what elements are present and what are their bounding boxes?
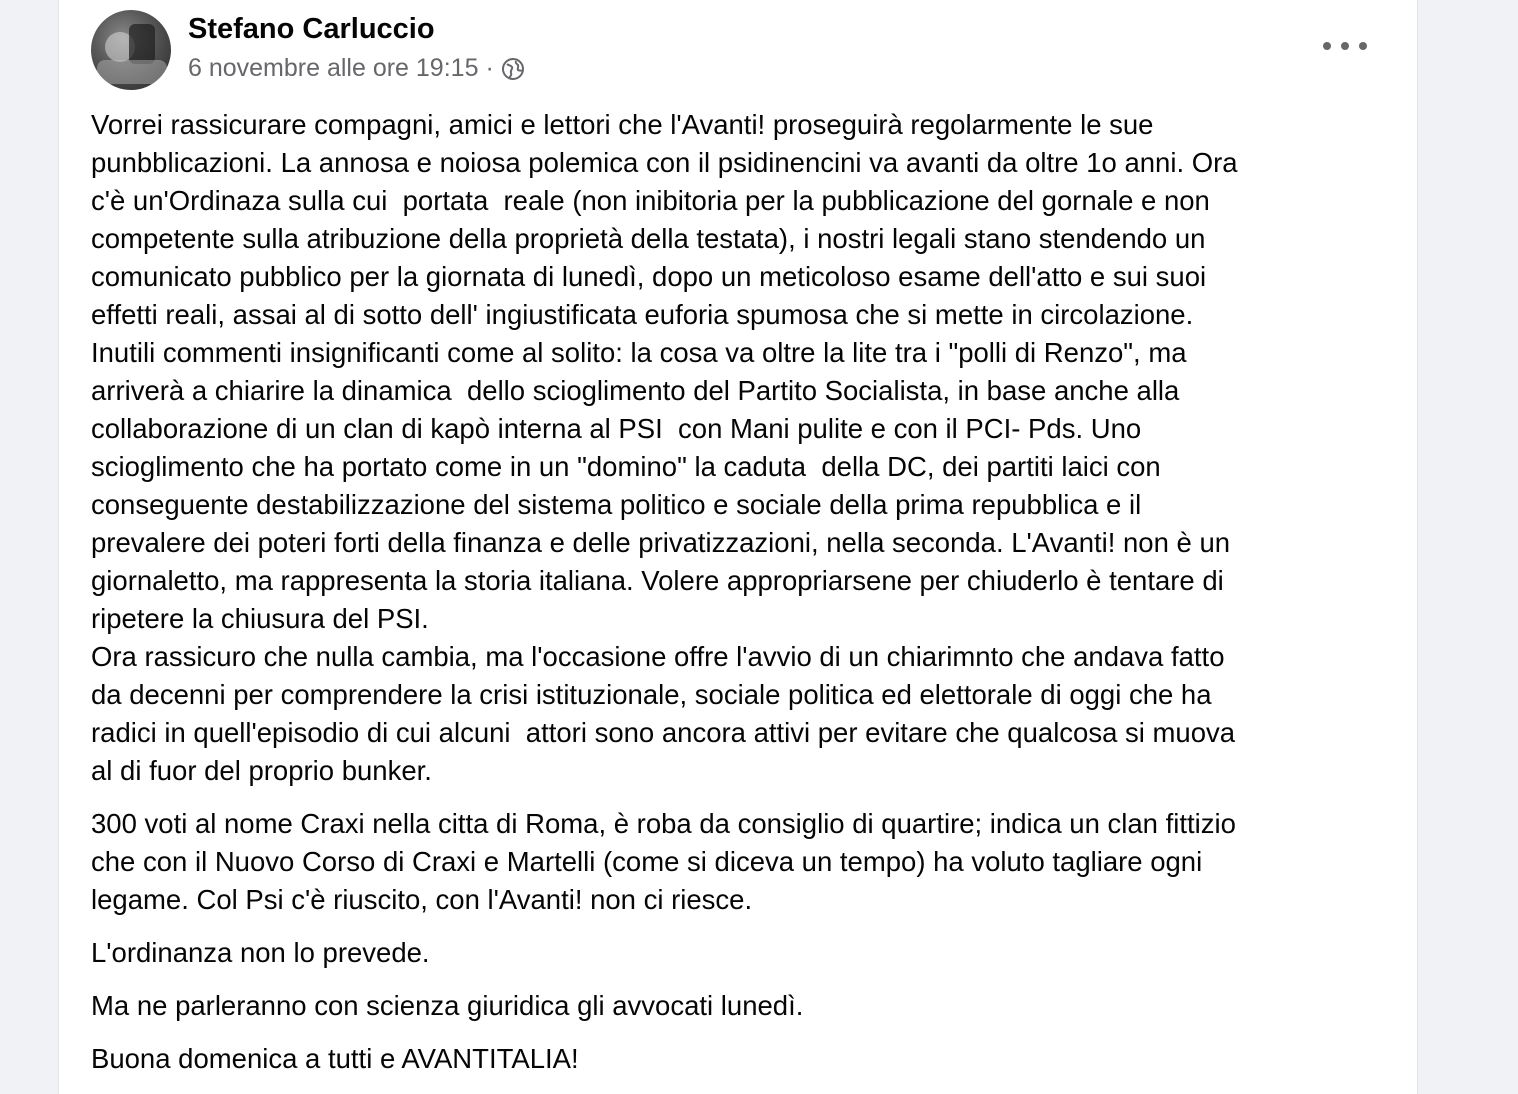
globe-icon[interactable] (501, 57, 525, 81)
meta-separator: · (485, 54, 494, 82)
post-paragraph: Ma ne parleranno con scienza giuridica gli avvocati lunedì. (91, 990, 804, 1021)
post-paragraph: Vorrei rassicurare compagni, amici e lettori che l'Avanti! proseguirà regolarmente le sue punbblicazioni. La annosa e noiosa polemica con il psidinencini va avanti da oltre 1o anni. Ora c'è un'Ordinaza sulla cui portata reale (non inibitoria per la pubblicazione del gornale e non competente sulla atribuzione della proprietà della testata), i nostri legali stano stendendo un comunicato pubblico per la giornata di lunedì, dopo un meticoloso esame dell'atto e sui suoi effetti reali, assai al di sotto dell' ingiustificata euforia spumosa che si mette in circolazione. Inutili commenti insignificanti come al solito: la cosa va oltre la lite tra i "polli di Renzo", ma arriverà a chiarire la dinamica dello scioglimento del Partito Socialista, in base anche alla collaborazione di un clan di kapò interna al PSI con Mani pulite e con il PCI- Pds. Uno scioglimento che ha portato come in un "domino" la caduta della DC, dei partiti laici con conseguente destabilizzazione del sistema politico e sociale della prima repubblica e il prevalere dei poteri forti della finanza e delle privatizzazioni, nella seconda. L'Avanti! non è un giornaletto, ma rappresenta la storia italiana. Volere appropriarsene per chiuderlo è tentare di ripetere la chiusura del PSI. Ora rassicuro che nulla cambia, ma l'occasione offre l'avvio di un chiarimnto che andava fatto da decenni per comprendere la crisi istituzionale, sociale politica ed elettorale di oggi che ha radici in quell'episodio di cui alcuni attori sono ancora attivi per evitare che qualcosa si muova al di fuor del proprio bunker. (91, 109, 1238, 786)
post-card (58, 0, 1418, 1094)
more-options-icon[interactable] (1323, 28, 1367, 64)
post-timestamp[interactable]: 6 novembre alle ore 19:15 (188, 54, 479, 82)
avatar[interactable] (91, 10, 171, 90)
post-header (91, 10, 1377, 92)
post-body (91, 106, 1391, 1078)
post-meta (188, 54, 525, 83)
author-name[interactable]: Stefano Carluccio (188, 13, 435, 45)
post-paragraph: L'ordinanza non lo prevede. (91, 937, 430, 968)
post-paragraph: 300 voti al nome Craxi nella citta di Roma, è roba da consiglio di quartire; indica un clan fittizio che con il Nuovo Corso di Craxi e Martelli (come si diceva un tempo) ha voluto tagliare ogni legame. Col Psi c'è riuscito, con l'Avanti! non ci riesce. (91, 808, 1236, 915)
post-paragraph: Buona domenica a tutti e AVANTITALIA! (91, 1043, 579, 1074)
